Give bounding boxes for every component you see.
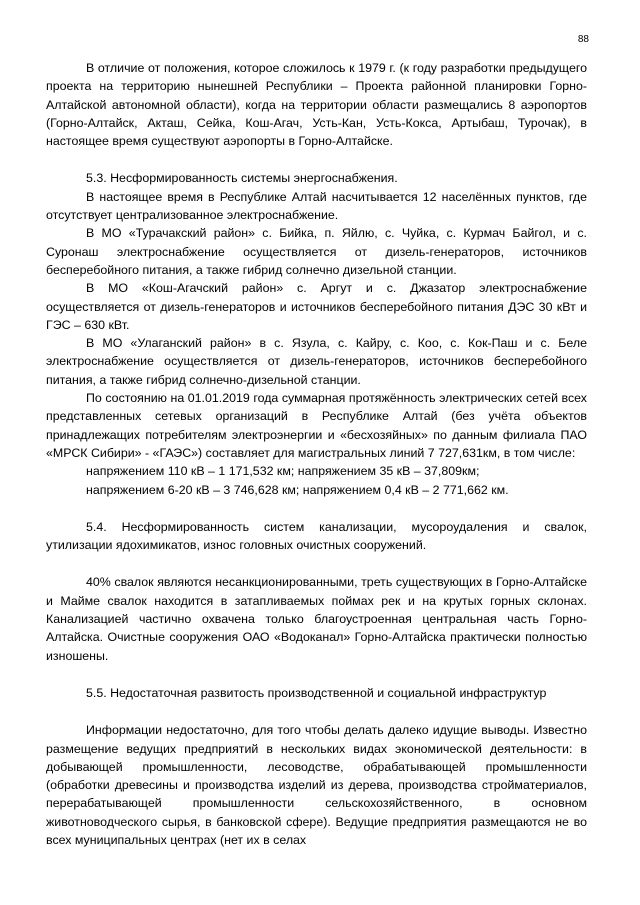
page-number: 88 [577,34,589,45]
voltage-line-2: напряжением 6-20 кВ – 3 746,628 км; напряжением 0,4 кВ – 2 771,662 км. [86,482,509,497]
intro-paragraph: В отличие от положения, которое сложилось к 1979 г. (к году разработки предыдущего проекта на территорию нынешней Республики – Проекта районной планировки Горно-Алтайской автономной области), когда на территории области размещались 8 аэропортов (Горно-Алтайск, Акташ, Сейка, Кош-Агач, Усть-Кан, Усть-Кокса, Артыбаш, Турочак), в настоящее время существуют аэропорты в Горно-Алтайске. [46,61,587,149]
section-5-5-heading: 5.5. Недостаточная развитость производственной и социальной инфраструктур [86,685,547,700]
s53-paragraph-5: По состоянию на 01.01.2019 года суммарная протяжённость электрических сетей всех представленных сетевых организаций в Республике Алтай (без учёта объектов принадлежащих потребителям электроэнергии и «бесхозяйных» по данным филиала ПАО «МРСК Сибири» - «ГАЭС») составляет для магистральных линий 7 727,631км, в том числе: [46,391,587,460]
s55-paragraph: Информации недостаточно, для того чтобы делать далеко идущие выводы. Известно размещение ведущих предприятий в нескольких видах экономической деятельности: в добывающей промышленности, лесоводстве, обрабатывающей промышленности (обработки древесины и производства изделий из дерева, производства стройматериалов, перерабатывающей промышленности сельскохозяйственного, в основном животноводческого сырья, в банковской сфере). Ведущие предприятия размещаются не во всех муниципальных центрах (нет их в селах [46,723,587,847]
voltage-line-1: напряжением 110 кВ – 1 171,532 км; напряжением 35 кВ – 37,809км; [86,464,480,479]
s53-paragraph-4: В МО «Улаганский район» в с. Язула, с. Кайру, с. Коо, с. Кок-Паш и с. Беле электроснабжение осуществляется от дизель-генераторов, источников бесперебойного питания, а также гибрид солнечно-дизельной станции. [46,336,587,387]
section-5-4-heading: 5.4. Несформированность систем канализации, мусороудаления и свалок, утилизации ядохимикатов, износ головных очистных сооружений. [46,519,587,553]
s54-paragraph: 40% свалок являются несанкционированными, треть существующих в Горно-Алтайске и Майме свалок находится в затапливаемых поймах рек и на крутых горных склонах. Канализацией частично охвачена только благоустроенная центральная часть Горно-Алтайска. Очистные сооружения ОАО «Водоканал» Горно-Алтайска практически полностью изношены. [46,575,587,663]
s53-paragraph-1: В настоящее время в Республике Алтай насчитывается 12 населённых пунктов, где отсутствует централизованное электроснабжение. [46,189,587,223]
section-5-3-heading: 5.3. Несформированность системы энергоснабжения. [86,171,398,186]
s53-paragraph-2: В МО «Турачакский район» с. Бийка, п. Яйлю, с. Чуйка, с. Курмач Байгол, и с. Суронаш электроснабжение осуществляется от дизель-генераторов, источников бесперебойного питания, а также гибрид солнечно дизельной станции. [46,226,587,277]
s53-paragraph-3: В МО «Кош-Агачский район» с. Аргут и с. Джазатор электроснабжение осуществляется от дизель-генераторов и источников бесперебойного питания ДЭС 30 кВт и ГЭС – 630 кВт. [46,281,587,332]
document-body [46,59,587,849]
